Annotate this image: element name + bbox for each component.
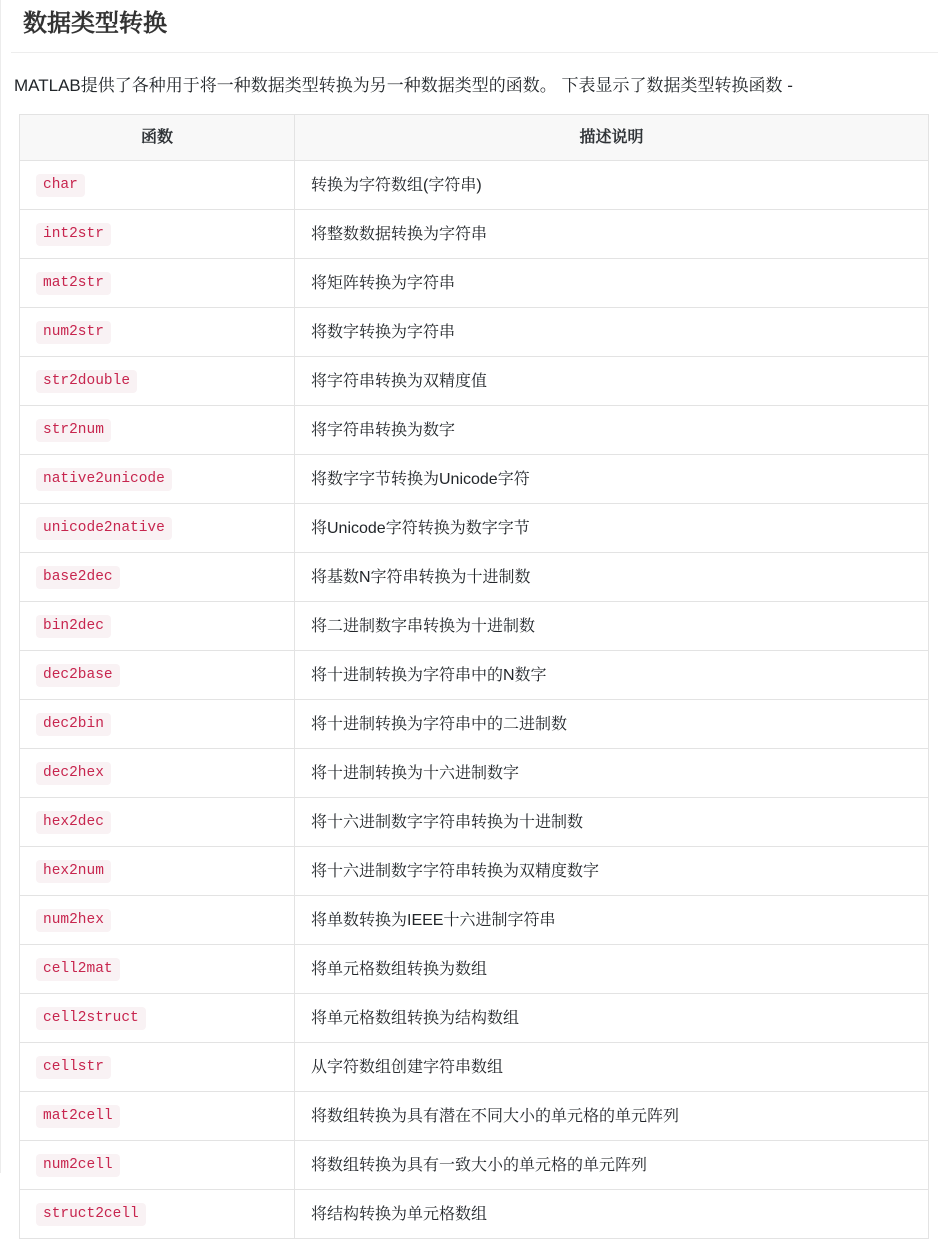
description-cell: [295, 749, 929, 798]
function-cell: [20, 1043, 295, 1092]
description-cell: [295, 1043, 929, 1092]
table-row: [20, 357, 929, 406]
function-cell: [20, 455, 295, 504]
function-description: 将Unicode字符转换为数字字节: [311, 519, 530, 537]
description-cell: [295, 994, 929, 1043]
function-description: 将矩阵转换为字符串: [311, 274, 456, 292]
table-row: [20, 1190, 929, 1239]
description-cell: [295, 945, 929, 994]
function-code: num2cell: [36, 1154, 120, 1177]
function-cell: [20, 259, 295, 308]
description-cell: [295, 308, 929, 357]
function-cell: [20, 161, 295, 210]
function-cell: [20, 1092, 295, 1141]
function-code: num2str: [36, 321, 111, 344]
function-cell: [20, 945, 295, 994]
function-description: 将单元格数组转换为结构数组: [311, 1009, 520, 1027]
function-code: dec2bin: [36, 713, 111, 736]
function-description: 从字符数组创建字符串数组: [311, 1058, 504, 1076]
function-cell: [20, 357, 295, 406]
function-code: dec2hex: [36, 762, 111, 785]
table-row: [20, 259, 929, 308]
function-description: 将数组转换为具有一致大小的单元格的单元阵列: [311, 1156, 648, 1174]
function-code: dec2base: [36, 664, 120, 687]
description-cell: [295, 896, 929, 945]
function-cell: [20, 896, 295, 945]
function-cell: [20, 210, 295, 259]
function-code: mat2str: [36, 272, 111, 295]
table-row: [20, 455, 929, 504]
function-description: 将数字字节转换为Unicode字符: [311, 470, 530, 488]
description-cell: [295, 259, 929, 308]
table-row: [20, 308, 929, 357]
description-cell: [295, 1141, 929, 1190]
function-cell: [20, 749, 295, 798]
function-code: mat2cell: [36, 1105, 120, 1128]
description-cell: [295, 798, 929, 847]
table-row: [20, 1043, 929, 1092]
table-body: [20, 161, 929, 1239]
function-description: 将十进制转换为字符串中的N数字: [311, 666, 547, 684]
function-code: hex2num: [36, 860, 111, 883]
function-cell: [20, 1141, 295, 1190]
function-description: 将十进制转换为十六进制数字: [311, 764, 520, 782]
description-cell: [295, 1092, 929, 1141]
intro-paragraph: MATLAB提供了各种用于将一种数据类型转换为另一种数据类型的函数。 下表显示了数据类型转换函数 -: [14, 76, 793, 96]
table-row: [20, 700, 929, 749]
function-cell: [20, 504, 295, 553]
function-table: [19, 114, 929, 1239]
function-cell: [20, 308, 295, 357]
function-code: str2num: [36, 419, 111, 442]
table-row: [20, 994, 929, 1043]
function-cell: [20, 847, 295, 896]
function-code: cell2mat: [36, 958, 120, 981]
table-row: [20, 798, 929, 847]
table-row: [20, 1092, 929, 1141]
table-row: [20, 896, 929, 945]
function-cell: [20, 1190, 295, 1239]
description-cell: [295, 357, 929, 406]
function-code: bin2dec: [36, 615, 111, 638]
function-cell: [20, 406, 295, 455]
description-cell: [295, 847, 929, 896]
function-code: unicode2native: [36, 517, 172, 540]
table-row: [20, 1141, 929, 1190]
column-header-function: 函数: [20, 115, 295, 161]
table-row: [20, 553, 929, 602]
function-code: cellstr: [36, 1056, 111, 1079]
table-row: [20, 847, 929, 896]
description-cell: [295, 406, 929, 455]
function-cell: [20, 994, 295, 1043]
function-description: 转换为字符数组(字符串): [311, 176, 482, 194]
function-code: cell2struct: [36, 1007, 146, 1030]
table-row: [20, 651, 929, 700]
function-description: 将整数数据转换为字符串: [311, 225, 488, 243]
table-row: [20, 602, 929, 651]
function-code: int2str: [36, 223, 111, 246]
function-code: base2dec: [36, 566, 120, 589]
function-description: 将十六进制数字字符串转换为十进制数: [311, 813, 584, 831]
table-row: [20, 406, 929, 455]
function-code: char: [36, 174, 85, 197]
table-row: [20, 210, 929, 259]
function-code: str2double: [36, 370, 137, 393]
function-description: 将字符串转换为数字: [311, 421, 456, 439]
description-cell: [295, 210, 929, 259]
description-cell: [295, 553, 929, 602]
function-code: num2hex: [36, 909, 111, 932]
function-description: 将二进制数字串转换为十进制数: [311, 617, 536, 635]
function-description: 将单数转换为IEEE十六进制字符串: [311, 911, 556, 929]
description-cell: [295, 455, 929, 504]
description-cell: [295, 602, 929, 651]
function-description: 将基数N字符串转换为十进制数: [311, 568, 531, 586]
function-description: 将数字转换为字符串: [311, 323, 456, 341]
description-cell: [295, 161, 929, 210]
table-row: [20, 945, 929, 994]
function-description: 将字符串转换为双精度值: [311, 372, 488, 390]
function-code: struct2cell: [36, 1203, 146, 1226]
table-header: [20, 115, 929, 161]
function-cell: [20, 651, 295, 700]
tutorial-page: [1, 0, 938, 1239]
description-cell: [295, 504, 929, 553]
function-cell: [20, 553, 295, 602]
function-description: 将数组转换为具有潜在不同大小的单元格的单元阵列: [311, 1107, 680, 1125]
function-description: 将十六进制数字字符串转换为双精度数字: [311, 862, 600, 880]
function-cell: [20, 798, 295, 847]
page-title: 数据类型转换: [11, 0, 938, 53]
table-row: [20, 161, 929, 210]
function-description: 将结构转换为单元格数组: [311, 1205, 488, 1223]
table-row: [20, 504, 929, 553]
function-code: native2unicode: [36, 468, 172, 491]
table-row: [20, 749, 929, 798]
function-code: hex2dec: [36, 811, 111, 834]
description-cell: [295, 1190, 929, 1239]
description-cell: [295, 700, 929, 749]
function-cell: [20, 700, 295, 749]
description-cell: [295, 651, 929, 700]
function-description: 将十进制转换为字符串中的二进制数: [311, 715, 568, 733]
function-description: 将单元格数组转换为数组: [311, 960, 488, 978]
function-cell: [20, 602, 295, 651]
column-header-description: 描述说明: [295, 115, 929, 161]
